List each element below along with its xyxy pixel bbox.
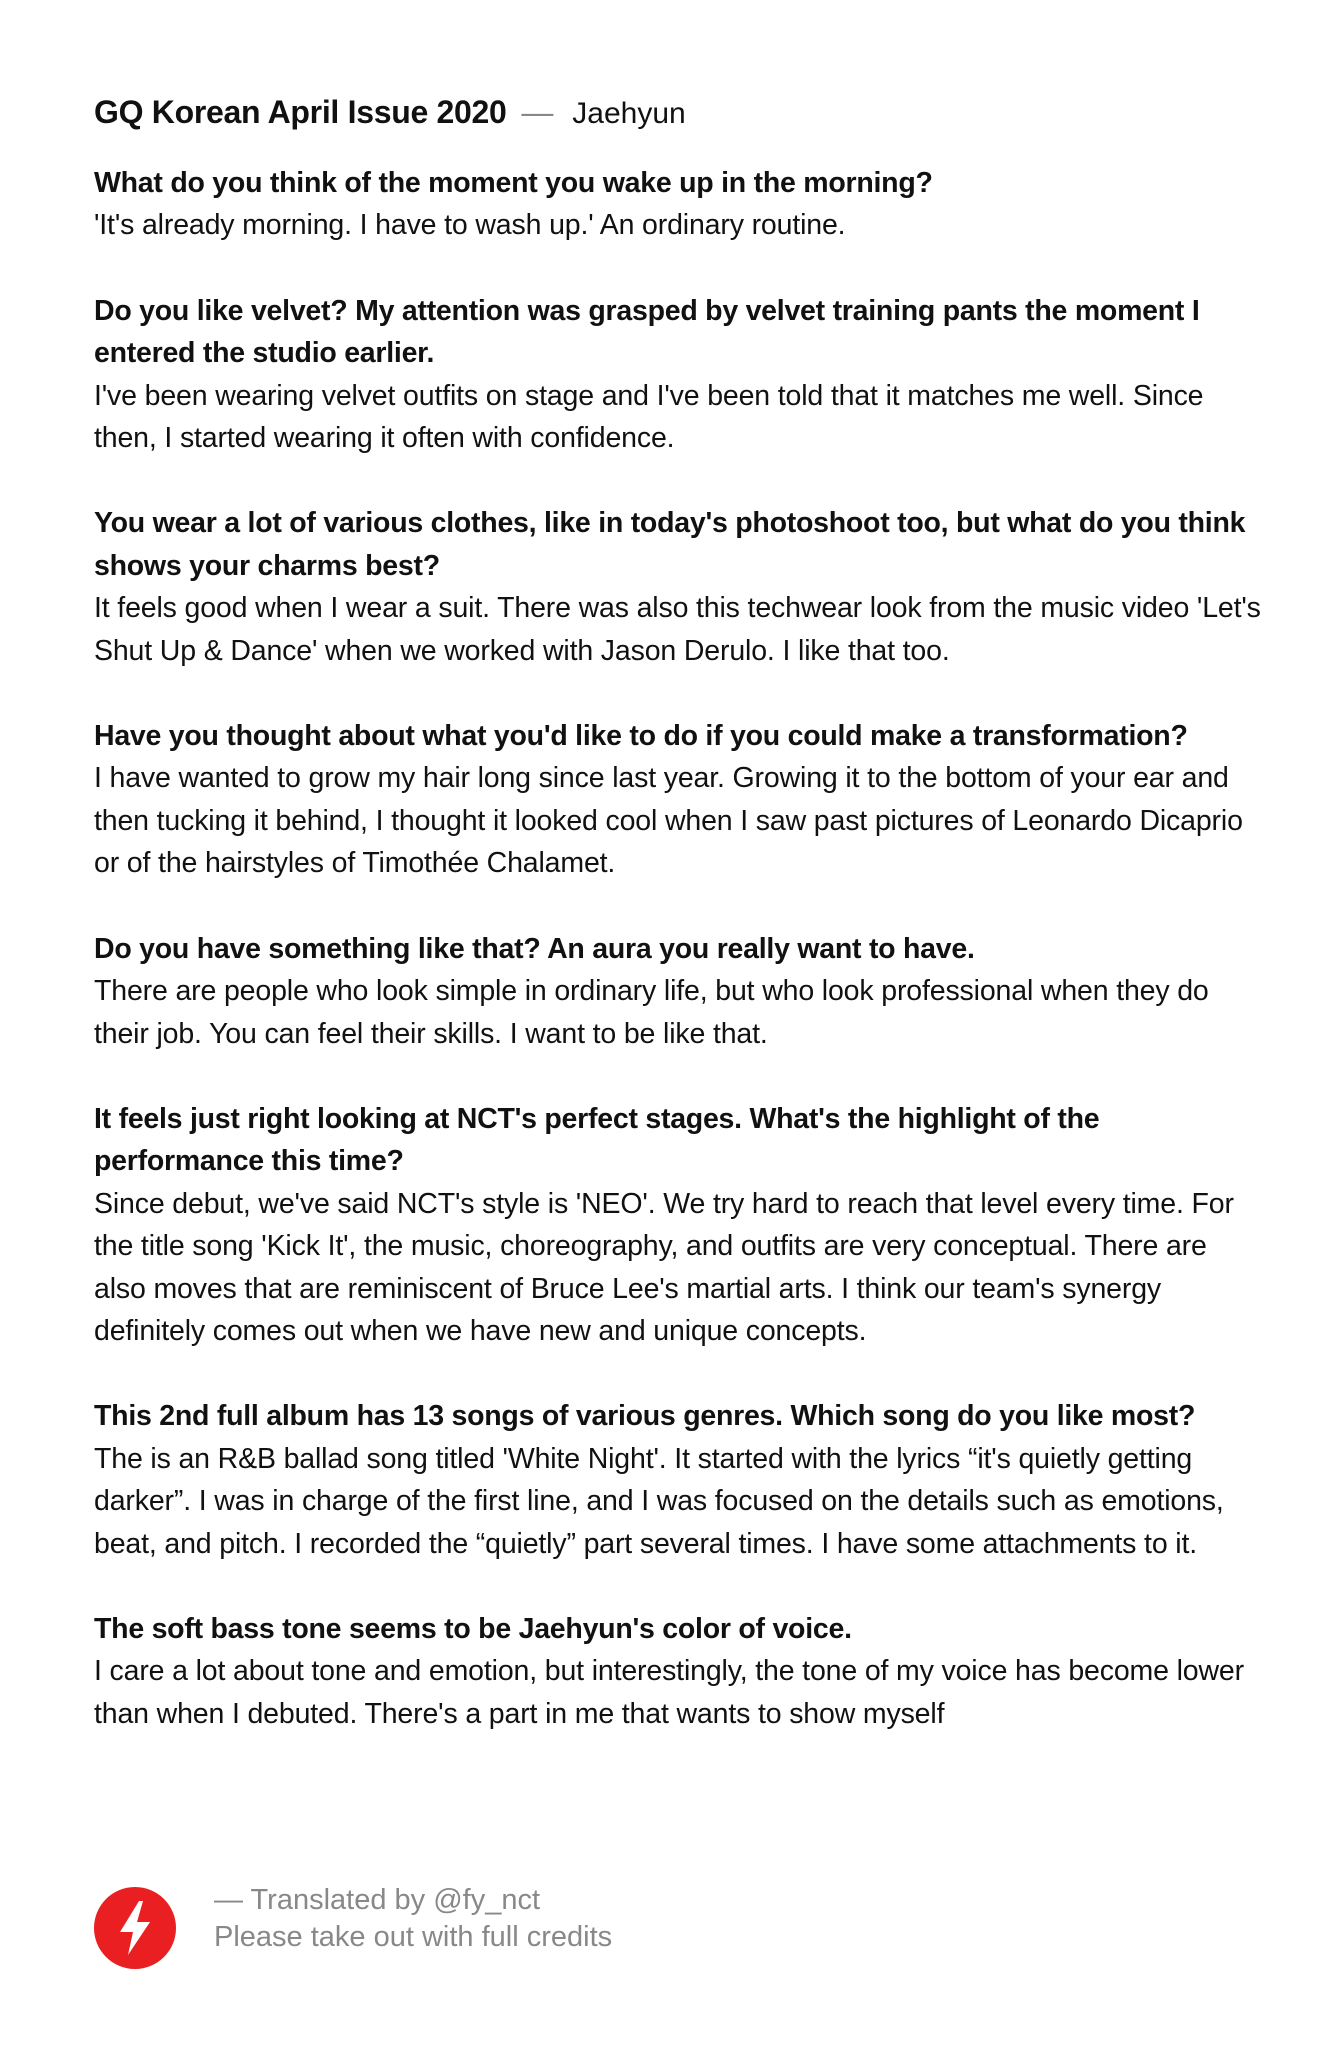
question: This 2nd full album has 13 songs of various genres. Which song do you like most?: [94, 1400, 1196, 1433]
qa-block: [94, 162, 1264, 247]
answer: I care a lot about tone and emotion, but interestingly, the tone of my voice has become lower than when I debuted. There's a part in me that wants to show myself: [94, 1655, 1244, 1730]
qa-block: [94, 928, 1264, 1055]
answer: 'It's already morning. I have to wash up.' An ordinary routine.: [94, 209, 846, 242]
answer: There are people who look simple in ordinary life, but who look professional when they do their job. You can feel their skills. I want to be like that.: [94, 975, 1209, 1050]
qa-block: [94, 1395, 1264, 1565]
question: It feels just right looking at NCT's perfect stages. What's the highlight of the performance this time?: [94, 1102, 1100, 1178]
qa-block: [94, 290, 1264, 460]
question: Do you like velvet? My attention was grasped by velvet training pants the moment I entered the studio earlier.: [94, 294, 1200, 370]
question: The soft bass tone seems to be Jaehyun's color of voice.: [94, 1612, 852, 1645]
question: Have you thought about what you'd like to do if you could make a transformation?: [94, 720, 1188, 753]
translator-credit: [94, 1882, 1194, 1972]
credits-note: Please take out with full credits: [214, 1921, 613, 1953]
article-header: [94, 86, 1264, 140]
lightning-bolt-icon: [94, 1887, 176, 1969]
header-dash: —: [521, 94, 554, 130]
answer: I have wanted to grow my hair long since last year. Growing it to the bottom of your ear and then tucking it behind, I thought it looked cool when I saw past pictures of Leonardo Dicaprio or of the hairstyles of Timothée Chalamet.: [94, 762, 1243, 880]
answer: Since debut, we've said NCT's style is 'NEO'. We try hard to reach that level every time. For the title song 'Kick It', the music, choreography, and outfits are very conceptual. There are also moves that are reminiscent of Bruce Lee's martial arts. I think our team's synergy definitely comes out when we have new and unique concepts.: [94, 1187, 1234, 1347]
qa-block: [94, 1098, 1264, 1352]
answer: I've been wearing velvet outfits on stage and I've been told that it matches me well. Since then, I started wearing it often with confidence.: [94, 379, 1204, 455]
question: What do you think of the moment you wake up in the morning?: [94, 167, 933, 199]
answer: It feels good when I wear a suit. There was also this techwear look from the music video 'Let's Shut Up & Dance' when we worked with Jason Derulo. I like that too.: [94, 592, 1261, 667]
translated-by: — Translated by @fy_nct: [214, 1884, 541, 1916]
subject-name: Jaehyun: [572, 97, 686, 130]
question: Do you have something like that? An aura you really want to have.: [94, 932, 975, 965]
answer: The is an R&B ballad song titled 'White Night'. It started with the lyrics “it's quietly getting darker”. I was in charge of the first line, and I was focused on the details such as emotions, beat, and pitch. I recorded the “quietly” part several times. I have some attachments to it.: [94, 1442, 1224, 1560]
qa-block: [94, 1608, 1264, 1735]
lightning-bolt-glyph: [94, 1887, 176, 1969]
article-title: GQ Korean April Issue 2020: [94, 94, 507, 130]
qa-block: [94, 502, 1264, 672]
credits-text: [214, 1882, 612, 1956]
qa-block: [94, 715, 1264, 885]
article: [94, 86, 1264, 1778]
question: You wear a lot of various clothes, like in today's photoshoot too, but what do you think shows your charms best?: [94, 507, 1246, 582]
